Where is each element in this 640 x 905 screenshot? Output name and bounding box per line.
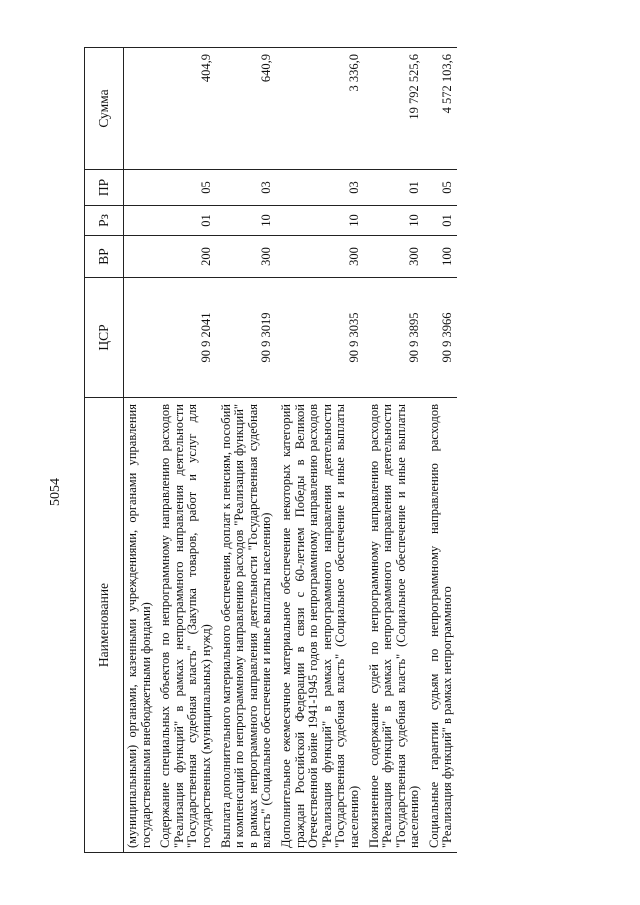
row-pr: 03 bbox=[280, 170, 368, 206]
budget-table bbox=[84, 47, 457, 853]
row-vr: 200 bbox=[159, 236, 219, 278]
table-row bbox=[368, 48, 428, 853]
row-sum: 4 572 103,6 bbox=[428, 48, 457, 170]
row-rz: 10 bbox=[280, 206, 368, 236]
row-pr: 05 bbox=[159, 170, 219, 206]
table-row bbox=[280, 48, 368, 853]
row-sum: 640,9 bbox=[220, 48, 280, 170]
table-row bbox=[428, 48, 457, 853]
row-csr: 90 9 3035 bbox=[280, 278, 368, 398]
row-vr: 300 bbox=[368, 236, 428, 278]
row-name: Социальные гарантии судьям по непрограммному направлению расходов "Реализация функций" в рамках непрограммного bbox=[428, 398, 457, 853]
page-number: 5054 bbox=[48, 478, 63, 506]
row-vr: 300 bbox=[280, 236, 368, 278]
row-pr: 01 bbox=[368, 170, 428, 206]
row-vr: 100 bbox=[428, 236, 457, 278]
row-csr: 90 9 3019 bbox=[220, 278, 280, 398]
row-sum: 19 792 525,6 bbox=[368, 48, 428, 170]
row-pr bbox=[124, 170, 160, 206]
header-vr: ВР bbox=[85, 236, 124, 278]
row-name: Пожизненное содержание судей по непрограммному направлению расходов "Реализация функций" в рамках непрограммного направления деятельности "Государственная судебная власть" (Социальное обеспечение и иные выплаты населению) bbox=[368, 398, 428, 853]
row-vr: 300 bbox=[220, 236, 280, 278]
header-name: Наименование bbox=[85, 398, 124, 853]
row-rz bbox=[124, 206, 160, 236]
row-name: Содержание специальных объектов по непрограммному направлению расходов "Реализация функций" в рамках непрограммного направления деятельности "Государственная судебная власть" (Закупка товаров, работ и услуг для государственных (муниципальных) нужд) bbox=[159, 398, 219, 853]
header-rz: Рз bbox=[85, 206, 124, 236]
row-csr: 90 9 3966 bbox=[428, 278, 457, 398]
row-rz: 10 bbox=[220, 206, 280, 236]
row-sum: 404,9 bbox=[159, 48, 219, 170]
row-csr bbox=[124, 278, 160, 398]
row-rz: 01 bbox=[159, 206, 219, 236]
table-row bbox=[124, 48, 160, 853]
rotated-table-frame bbox=[84, 48, 596, 853]
header-csr: ЦСР bbox=[85, 278, 124, 398]
header-pr: ПР bbox=[85, 170, 124, 206]
row-name: Выплата дополнительного материального обеспечения, доплат к пенсиям, пособий и компенсаций по непрограммному направлению расходов "Реализация функций" в рамках непрограммного направления деятельности "Государственная судебная власть" (Социальное обеспечение и иные выплаты населению) bbox=[220, 398, 280, 853]
row-sum bbox=[124, 48, 160, 170]
table-row bbox=[220, 48, 280, 853]
table-wrap bbox=[84, 48, 596, 853]
row-rz: 10 bbox=[368, 206, 428, 236]
row-csr: 90 9 2041 bbox=[159, 278, 219, 398]
row-vr bbox=[124, 236, 160, 278]
row-pr: 03 bbox=[220, 170, 280, 206]
row-rz: 01 bbox=[428, 206, 457, 236]
row-sum: 3 336,0 bbox=[280, 48, 368, 170]
table-row bbox=[159, 48, 219, 853]
header-sum: Сумма bbox=[85, 48, 124, 170]
row-name: (муниципальными) органами, казенными учреждениями, органами управления государственными внебюджетными фондами) bbox=[124, 398, 160, 853]
row-csr: 90 9 3895 bbox=[368, 278, 428, 398]
table-header-row bbox=[85, 48, 124, 853]
row-pr: 05 bbox=[428, 170, 457, 206]
row-name: Дополнительное ежемесячное материальное обеспечение некоторых категорий граждан Российской Федерации в связи с 60-летием Победы в Великой Отечественной войне 1941-1945 годов по непрограммному направлению расходов "Реализация функций" в рамках непрограммного направления деятельности "Государственная судебная власть" (Социальное обеспечение и иные выплаты населению) bbox=[280, 398, 368, 853]
